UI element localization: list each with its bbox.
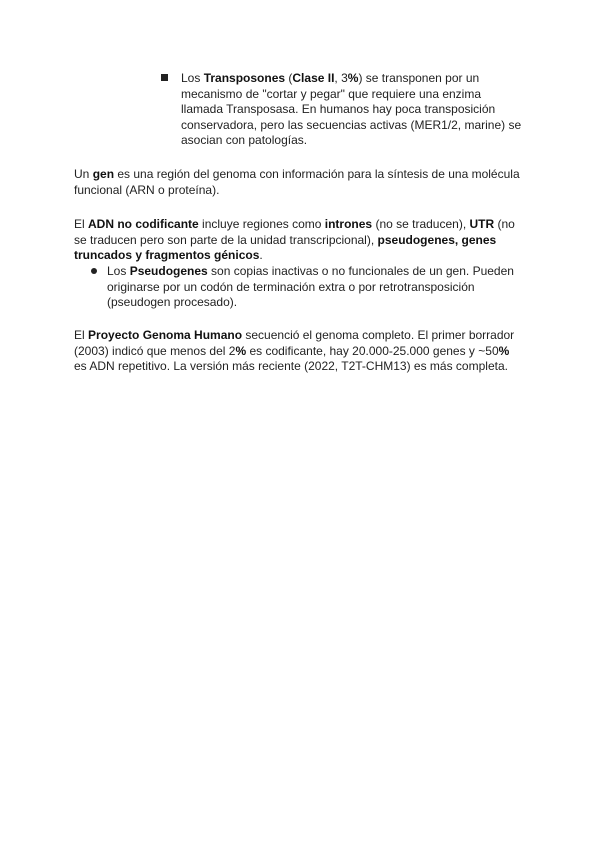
- text-run: , 3: [334, 71, 348, 85]
- paragraph-proyecto-genoma: [74, 328, 514, 375]
- bold-term: Clase II: [292, 71, 335, 85]
- bold-term: Pseudogenes: [129, 264, 208, 278]
- text-run: incluye regiones como: [198, 217, 325, 231]
- bold-term: intrones: [324, 217, 373, 231]
- text-line: [107, 264, 514, 280]
- paragraph-adn-no-codificante: [74, 217, 515, 264]
- text-run: Los: [181, 71, 204, 85]
- text-run: (no: [494, 217, 515, 231]
- text-line: [181, 71, 521, 87]
- text-run: (no se traducen),: [372, 217, 470, 231]
- text-run: El: [74, 217, 89, 231]
- bold-term: Proyecto Genoma Humano: [88, 328, 243, 342]
- text-line: [74, 233, 515, 249]
- square-bullet-icon: [161, 74, 168, 81]
- bold-term: pseudogenes, genes: [377, 232, 497, 247]
- text-line: [74, 217, 515, 233]
- text-line: mecanismo de "cortar y pegar" que requiere una enzima: [181, 86, 482, 101]
- round-bullet-icon: [91, 268, 97, 274]
- text-line: asocian con patologías.: [181, 133, 308, 148]
- text-run: Los: [107, 264, 130, 278]
- text-run: es codificante, hay 20.000-25.000 genes y ~50: [246, 343, 499, 358]
- text-line: [74, 344, 514, 360]
- bold-term: truncados y fragmentos génicos: [74, 248, 260, 263]
- text-line: es ADN repetitivo. La versión más reciente (2022, T2T-CHM13) es más completa.: [74, 359, 508, 374]
- text-run: Un: [74, 167, 93, 181]
- text-line: funcional (ARN o proteína).: [74, 182, 220, 197]
- bold-term: Transposones: [203, 71, 286, 85]
- bold-term: %: [235, 343, 247, 358]
- bold-term: UTR: [469, 217, 495, 231]
- bold-term: gen: [92, 167, 115, 181]
- text-run: (: [285, 71, 293, 85]
- text-line: [74, 328, 514, 344]
- text-run: (2003) indicó que menos del 2: [74, 343, 236, 358]
- bold-term: %: [347, 71, 359, 85]
- bold-term: %: [498, 343, 510, 358]
- text-line: conservadora, pero las secuencias activas (MER1/2, marine) se: [181, 117, 522, 132]
- text-run: El: [74, 328, 89, 342]
- text-run: ) se transponen por un: [358, 71, 480, 85]
- text-line: llamada Transposasa. En humanos hay poca transposición: [181, 102, 496, 117]
- paragraph-gen: [74, 167, 520, 198]
- text-line: [74, 248, 515, 264]
- text-run: .: [259, 248, 263, 263]
- text-run: secuenció el genoma completo. El primer borrador: [242, 328, 515, 342]
- text-run: es una región del genoma con información para la síntesis de una molécula: [114, 167, 520, 181]
- text-line: [74, 167, 520, 183]
- list-item-pseudogenes: [107, 264, 514, 311]
- text-line: originarse por un codón de terminación extra o por retrotransposición: [107, 279, 475, 294]
- text-run: son copias inactivas o no funcionales de un gen. Pueden: [207, 264, 514, 278]
- list-item-transposones: [181, 71, 521, 149]
- text-line: (pseudogen procesado).: [107, 295, 238, 310]
- bold-term: ADN no codificante: [88, 217, 199, 231]
- text-run: se traducen pero son parte de la unidad transcripcional),: [74, 232, 378, 247]
